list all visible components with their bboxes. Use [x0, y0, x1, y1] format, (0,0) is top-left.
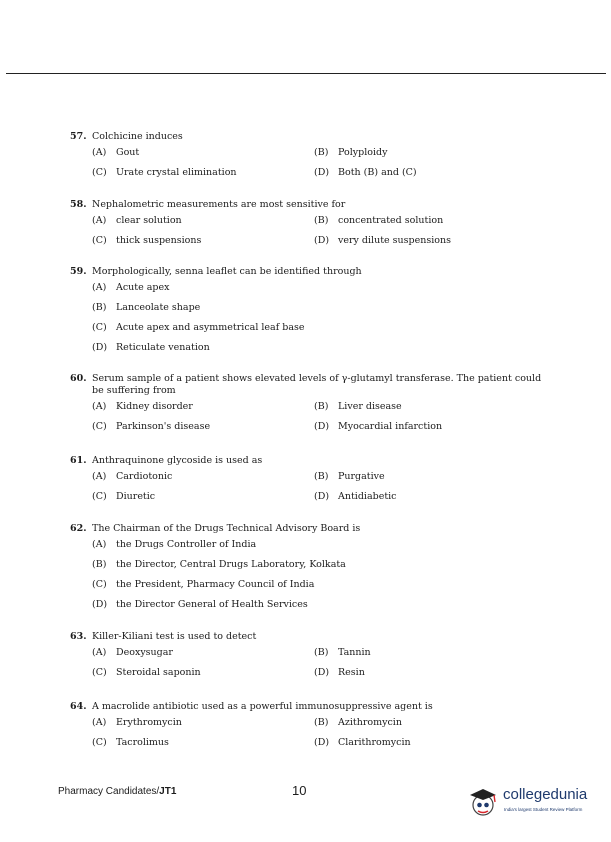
question-63	[70, 631, 550, 683]
option-d: (D) Antidiabetic	[314, 491, 397, 502]
option-b: (B) Lanceolate shape	[92, 302, 201, 313]
question-58	[70, 199, 550, 251]
option-b: (B) Azithromycin	[314, 717, 402, 728]
option-b: (B) Purgative	[314, 471, 385, 482]
question-number: 62.	[70, 523, 87, 534]
option-a: (A) clear solution	[92, 215, 182, 226]
question-text: Serum sample of a patient shows elevated levels of γ-glutamyl transferase. The patient could be suffering from	[92, 373, 542, 396]
option-a: (A) Deoxysugar	[92, 647, 173, 658]
question-62	[70, 523, 550, 615]
question-number: 64.	[70, 701, 87, 712]
question-number: 60.	[70, 373, 87, 384]
question-text: Anthraquinone glycoside is used as	[92, 455, 263, 466]
page-number: 10	[292, 783, 307, 798]
question-text: The Chairman of the Drugs Technical Advisory Board is	[92, 523, 361, 534]
footer-paper-code: Pharmacy Candidates/JT1	[58, 786, 177, 797]
option-d: (D) Myocardial infarction	[314, 421, 443, 432]
question-text: Killer-Kiliani test is used to detect	[92, 631, 257, 642]
collegedunia-watermark	[466, 786, 606, 826]
option-c: (C) thick suspensions	[92, 235, 202, 246]
question-text: Morphologically, senna leaflet can be identified through	[92, 266, 362, 277]
option-a: (A) Cardiotonic	[92, 471, 173, 482]
option-b: (B) Polyploidy	[314, 147, 388, 158]
question-text: Nephalometric measurements are most sensitive for	[92, 199, 346, 210]
question-59	[70, 266, 550, 358]
question-57	[70, 131, 550, 183]
option-b: (B) the Director, Central Drugs Laboratory, Kolkata	[92, 559, 346, 570]
option-a: (A) Acute apex	[92, 282, 170, 293]
option-d: (D) Resin	[314, 667, 365, 678]
header-divider	[6, 73, 606, 74]
brand-name: collegedunia	[503, 786, 588, 803]
question-text: Colchicine induces	[92, 131, 183, 142]
option-d: (D) the Director General of Health Services	[92, 599, 308, 610]
option-a: (A) the Drugs Controller of India	[92, 539, 257, 550]
question-number: 63.	[70, 631, 87, 642]
option-a: (A) Kidney disorder	[92, 401, 193, 412]
option-c: (C) Diuretic	[92, 491, 156, 502]
option-c: (C) Parkinson's disease	[92, 421, 211, 432]
option-c: (C) Tacrolimus	[92, 737, 169, 748]
option-c: (C) Acute apex and asymmetrical leaf base	[92, 322, 305, 333]
question-text: A macrolide antibiotic used as a powerful immunosuppressive agent is	[92, 701, 433, 712]
question-61	[70, 455, 550, 507]
option-a: (A) Erythromycin	[92, 717, 182, 728]
option-c: (C) Steroidal saponin	[92, 667, 201, 678]
option-d: (D) Both (B) and (C)	[314, 167, 417, 178]
brand-tagline: India's largest Student Review Platform	[504, 807, 583, 812]
option-d: (D) Clarithromycin	[314, 737, 411, 748]
question-number: 57.	[70, 131, 87, 142]
option-c: (C) the President, Pharmacy Council of India	[92, 579, 315, 590]
option-a: (A) Gout	[92, 147, 140, 158]
question-64	[70, 701, 550, 753]
question-60	[70, 373, 550, 437]
graduate-cap-logo-icon	[466, 786, 500, 820]
option-d: (D) very dilute suspensions	[314, 235, 451, 246]
question-number: 61.	[70, 455, 87, 466]
option-b: (B) Tannin	[314, 647, 371, 658]
question-number: 58.	[70, 199, 87, 210]
question-number: 59.	[70, 266, 87, 277]
option-b: (B) concentrated solution	[314, 215, 444, 226]
option-d: (D) Reticulate venation	[92, 342, 210, 353]
option-b: (B) Liver disease	[314, 401, 402, 412]
option-c: (C) Urate crystal elimination	[92, 167, 237, 178]
